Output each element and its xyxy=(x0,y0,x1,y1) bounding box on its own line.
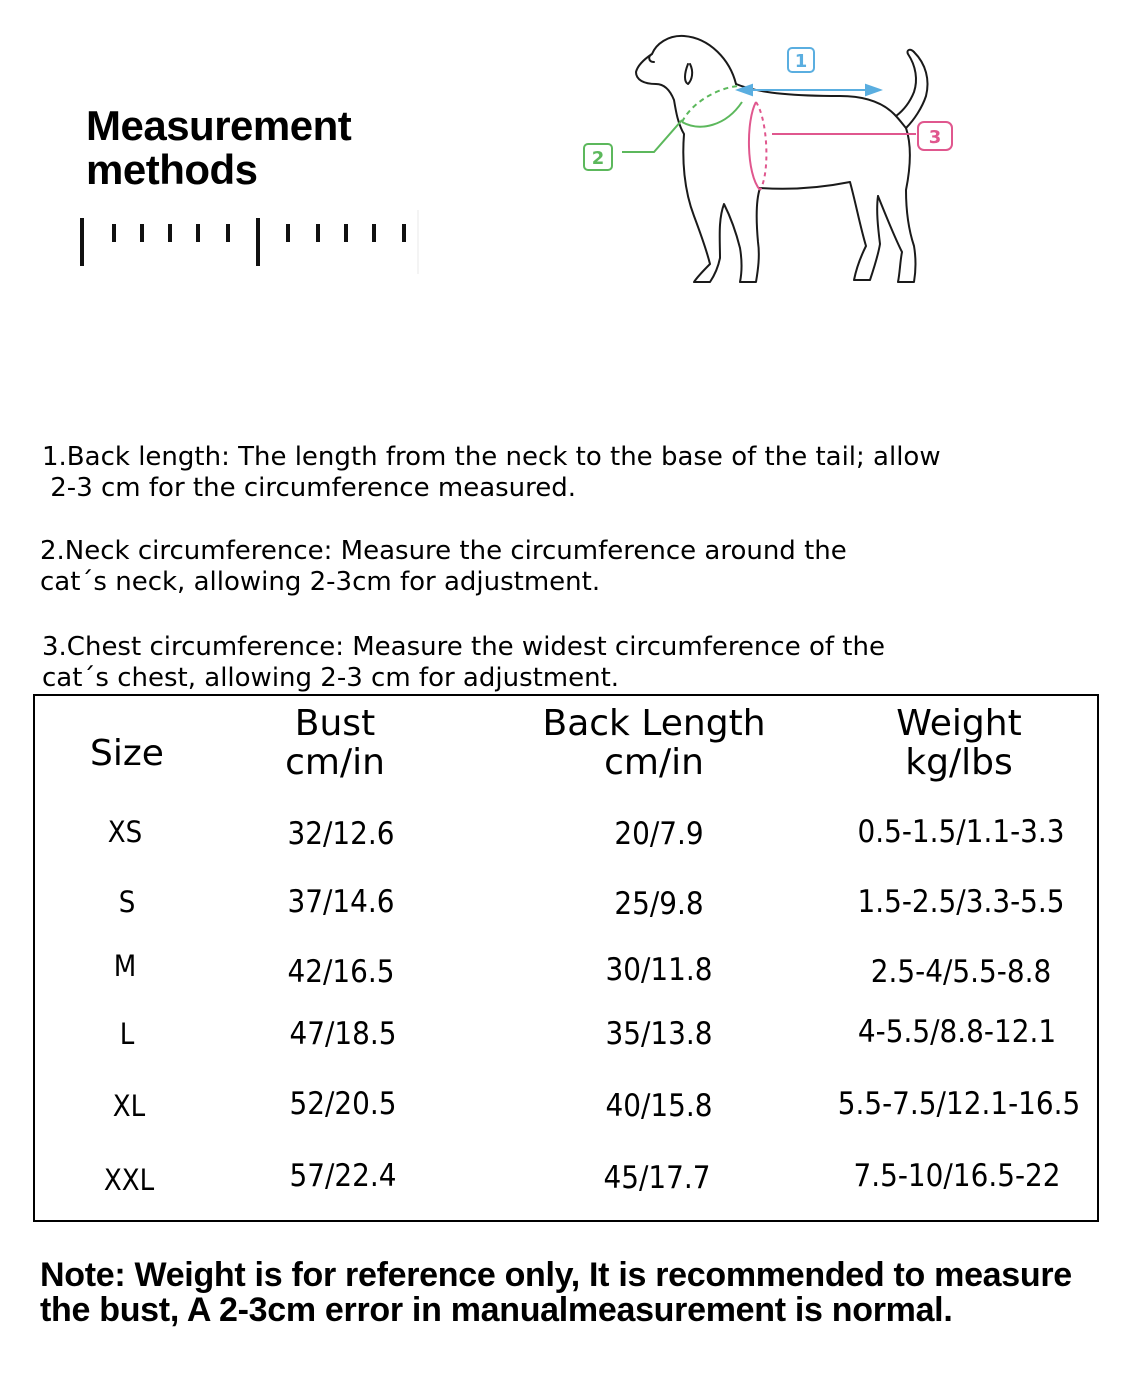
table-cell-weight: 4-5.5/8.8-12.1 xyxy=(857,1014,1057,1050)
table-cell-bust: 37/14.6 xyxy=(287,884,395,920)
method-neck-circumference: 2.Neck circumference: Measure the circumference around the cat´s neck, allowing 2-3cm for adjustment. xyxy=(40,536,847,597)
back-length-arrow xyxy=(738,85,880,95)
table-cell-back-length: 20/7.9 xyxy=(614,816,704,852)
marker-1: 1 xyxy=(794,51,808,72)
table-cell-bust: 42/16.5 xyxy=(287,954,395,990)
table-cell-back-length: 45/17.7 xyxy=(603,1160,711,1196)
table-cell-bust: 47/18.5 xyxy=(289,1016,397,1052)
table-cell-weight: 5.5-7.5/12.1-16.5 xyxy=(837,1086,1081,1122)
dog-outline-icon xyxy=(636,36,928,282)
header-back-length: Back Length cm/in xyxy=(542,703,766,783)
table-cell-size: XS xyxy=(107,815,143,849)
title-line-1: Measurement xyxy=(86,102,352,149)
table-cell-back-length: 40/15.8 xyxy=(605,1088,713,1124)
method-chest-circumference: 3.Chest circumference: Measure the widest circumference of the cat´s chest, allowing 2-3 cm for adjustment. xyxy=(42,632,885,693)
method-back-length: 1.Back length: The length from the neck to the base of the tail; allow 2-3 cm for the circumference measured. xyxy=(42,442,941,503)
table-cell-weight: 7.5-10/16.5-22 xyxy=(853,1158,1061,1194)
size-table xyxy=(33,694,1099,1222)
marker-3: 3 xyxy=(928,127,942,148)
chest-circumference-loop xyxy=(749,102,916,190)
table-cell-size: S xyxy=(118,885,136,919)
table-cell-size: XXL xyxy=(103,1163,155,1197)
table-cell-size: L xyxy=(119,1017,135,1051)
table-cell-bust: 32/12.6 xyxy=(287,816,395,852)
table-cell-bust: 52/20.5 xyxy=(289,1086,397,1122)
table-cell-back-length: 35/13.8 xyxy=(605,1016,713,1052)
dog-measurement-diagram xyxy=(560,20,980,300)
table-cell-weight: 1.5-2.5/3.3-5.5 xyxy=(857,884,1065,920)
header-size: Size xyxy=(90,733,164,774)
table-cell-weight: 2.5-4/5.5-8.8 xyxy=(870,954,1052,990)
table-cell-weight: 0.5-1.5/1.1-3.3 xyxy=(857,814,1065,850)
marker-2: 2 xyxy=(591,148,605,169)
table-cell-size: XL xyxy=(112,1089,146,1123)
note-text: Note: Weight is for reference only, It is recommended to measure the bust, A 2-3cm error in manualmeasurement is normal. xyxy=(40,1256,1072,1329)
table-cell-size: M xyxy=(113,949,137,983)
title-line-2: methods xyxy=(86,146,258,193)
ruler-icon xyxy=(78,210,428,280)
neck-circumference-loop xyxy=(622,86,742,152)
table-cell-back-length: 30/11.8 xyxy=(605,952,713,988)
table-cell-bust: 57/22.4 xyxy=(289,1158,397,1194)
page-title xyxy=(86,104,426,192)
header-weight: Weight kg/lbs xyxy=(896,703,1022,783)
table-cell-back-length: 25/9.8 xyxy=(614,886,704,922)
header-bust: Bust cm/in xyxy=(285,703,385,783)
